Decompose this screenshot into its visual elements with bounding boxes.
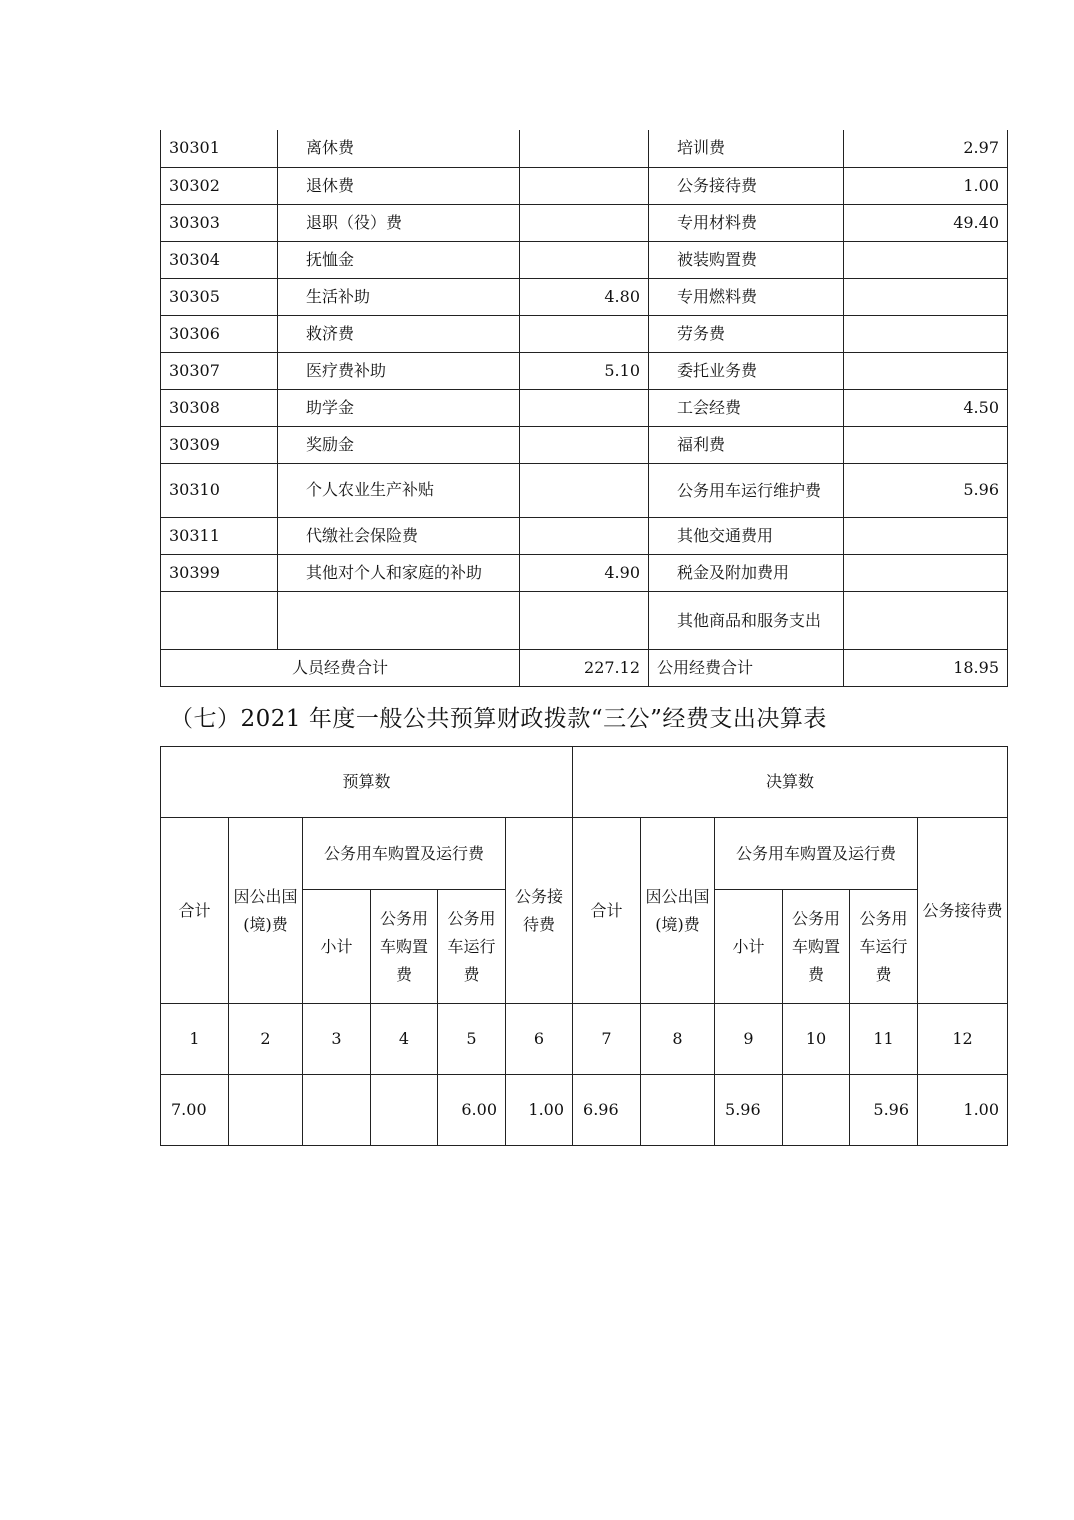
amount-cell: 4.80 bbox=[520, 278, 649, 315]
name-cell: 个人农业生产补贴 bbox=[278, 463, 520, 517]
column-number: 3 bbox=[303, 1004, 371, 1075]
abroad-header: 因公出国(境)费 bbox=[641, 818, 715, 1004]
value-cell bbox=[844, 554, 1008, 591]
amount-cell: 4.90 bbox=[520, 554, 649, 591]
three-public-expenses-table bbox=[160, 746, 1008, 1146]
code-cell bbox=[161, 591, 278, 649]
public-total-value: 18.95 bbox=[844, 649, 1008, 686]
column-number: 5 bbox=[438, 1004, 506, 1075]
car-run-header: 公务用车运行费 bbox=[850, 890, 918, 1004]
column-number: 6 bbox=[506, 1004, 573, 1075]
value-cell bbox=[783, 1075, 850, 1146]
basic-expenditure-table bbox=[160, 130, 1008, 687]
code-cell: 30307 bbox=[161, 352, 278, 389]
total-header: 合计 bbox=[161, 818, 229, 1004]
item-cell: 公务用车运行维护费 bbox=[649, 463, 844, 517]
value-cell: 2.97 bbox=[844, 130, 1008, 167]
code-cell: 30302 bbox=[161, 167, 278, 204]
amount-cell bbox=[520, 591, 649, 649]
amount-cell bbox=[520, 167, 649, 204]
budget-header: 预算数 bbox=[161, 747, 573, 818]
value-cell: 49.40 bbox=[844, 204, 1008, 241]
table-row bbox=[161, 426, 1008, 463]
code-cell: 30306 bbox=[161, 315, 278, 352]
public-total-label: 公用经费合计 bbox=[649, 649, 844, 686]
table-row bbox=[161, 315, 1008, 352]
personnel-total-label: 人员经费合计 bbox=[161, 649, 520, 686]
item-cell: 税金及附加费用 bbox=[649, 554, 844, 591]
item-cell: 劳务费 bbox=[649, 315, 844, 352]
name-cell: 离休费 bbox=[278, 130, 520, 167]
code-cell: 30303 bbox=[161, 204, 278, 241]
car-header: 公务用车购置及运行费 bbox=[715, 818, 918, 890]
personnel-total-value: 227.12 bbox=[520, 649, 649, 686]
column-number: 2 bbox=[229, 1004, 303, 1075]
item-cell: 专用燃料费 bbox=[649, 278, 844, 315]
table-row bbox=[161, 554, 1008, 591]
code-cell: 30309 bbox=[161, 426, 278, 463]
column-number: 11 bbox=[850, 1004, 918, 1075]
code-cell: 30311 bbox=[161, 517, 278, 554]
table-row bbox=[161, 278, 1008, 315]
table-row bbox=[161, 591, 1008, 649]
car-run-header: 公务用车运行费 bbox=[438, 890, 506, 1004]
table-row bbox=[161, 389, 1008, 426]
value-cell bbox=[303, 1075, 371, 1146]
code-cell: 30399 bbox=[161, 554, 278, 591]
column-number-row bbox=[161, 1004, 1008, 1075]
item-cell: 被装购置费 bbox=[649, 241, 844, 278]
name-cell: 代缴社会保险费 bbox=[278, 517, 520, 554]
value-cell bbox=[844, 426, 1008, 463]
total-header: 合计 bbox=[573, 818, 641, 1004]
value-cell bbox=[641, 1075, 715, 1146]
column-number: 12 bbox=[918, 1004, 1008, 1075]
table-row bbox=[161, 130, 1008, 167]
item-cell: 培训费 bbox=[649, 130, 844, 167]
code-cell: 30308 bbox=[161, 389, 278, 426]
value-cell bbox=[844, 517, 1008, 554]
item-cell: 其他商品和服务支出 bbox=[649, 591, 844, 649]
code-cell: 30305 bbox=[161, 278, 278, 315]
amount-cell bbox=[520, 517, 649, 554]
value-cell bbox=[844, 352, 1008, 389]
final-header: 决算数 bbox=[573, 747, 1008, 818]
amount-cell bbox=[520, 463, 649, 517]
name-cell: 生活补助 bbox=[278, 278, 520, 315]
car-header: 公务用车购置及运行费 bbox=[303, 818, 506, 890]
value-cell bbox=[844, 278, 1008, 315]
value-cell bbox=[844, 241, 1008, 278]
table-row bbox=[161, 517, 1008, 554]
value-cell: 6.96 bbox=[573, 1075, 641, 1146]
item-cell: 专用材料费 bbox=[649, 204, 844, 241]
name-cell bbox=[278, 591, 520, 649]
amount-cell bbox=[520, 389, 649, 426]
column-number: 8 bbox=[641, 1004, 715, 1075]
value-cell: 5.96 bbox=[715, 1075, 783, 1146]
car-buy-header: 公务用车购置费 bbox=[371, 890, 438, 1004]
code-cell: 30304 bbox=[161, 241, 278, 278]
table-row bbox=[161, 241, 1008, 278]
value-cell: 1.00 bbox=[506, 1075, 573, 1146]
amount-cell bbox=[520, 204, 649, 241]
subtotal-header: 小计 bbox=[303, 890, 371, 1004]
subtotal-header: 小计 bbox=[715, 890, 783, 1004]
code-cell: 30301 bbox=[161, 130, 278, 167]
reception-header: 公务接待费 bbox=[918, 818, 1008, 1004]
item-cell: 福利费 bbox=[649, 426, 844, 463]
table-row bbox=[161, 352, 1008, 389]
name-cell: 抚恤金 bbox=[278, 241, 520, 278]
value-cell bbox=[844, 591, 1008, 649]
abroad-header: 因公出国(境)费 bbox=[229, 818, 303, 1004]
value-cell bbox=[844, 315, 1008, 352]
value-row bbox=[161, 1075, 1008, 1146]
reception-header: 公务接待费 bbox=[506, 818, 573, 1004]
table-row bbox=[161, 167, 1008, 204]
code-cell: 30310 bbox=[161, 463, 278, 517]
amount-cell bbox=[520, 315, 649, 352]
amount-cell: 5.10 bbox=[520, 352, 649, 389]
value-cell: 7.00 bbox=[161, 1075, 229, 1146]
table-row bbox=[161, 463, 1008, 517]
amount-cell bbox=[520, 130, 649, 167]
name-cell: 退休费 bbox=[278, 167, 520, 204]
value-cell: 6.00 bbox=[438, 1075, 506, 1146]
car-buy-header: 公务用车购置费 bbox=[783, 890, 850, 1004]
name-cell: 退职（役）费 bbox=[278, 204, 520, 241]
name-cell: 奖励金 bbox=[278, 426, 520, 463]
column-number: 10 bbox=[783, 1004, 850, 1075]
item-cell: 工会经费 bbox=[649, 389, 844, 426]
item-cell: 其他交通费用 bbox=[649, 517, 844, 554]
column-number: 7 bbox=[573, 1004, 641, 1075]
name-cell: 医疗费补助 bbox=[278, 352, 520, 389]
value-cell: 4.50 bbox=[844, 389, 1008, 426]
column-number: 9 bbox=[715, 1004, 783, 1075]
column-number: 4 bbox=[371, 1004, 438, 1075]
amount-cell bbox=[520, 426, 649, 463]
value-cell: 5.96 bbox=[844, 463, 1008, 517]
value-cell bbox=[229, 1075, 303, 1146]
value-cell: 1.00 bbox=[918, 1075, 1008, 1146]
total-row bbox=[161, 649, 1008, 686]
name-cell: 救济费 bbox=[278, 315, 520, 352]
value-cell: 1.00 bbox=[844, 167, 1008, 204]
item-cell: 委托业务费 bbox=[649, 352, 844, 389]
item-cell: 公务接待费 bbox=[649, 167, 844, 204]
value-cell bbox=[371, 1075, 438, 1146]
section-title: （七）2021 年度一般公共预算财政拨款“三公”经费支出决算表 bbox=[170, 706, 827, 732]
name-cell: 其他对个人和家庭的补助 bbox=[278, 554, 520, 591]
column-number: 1 bbox=[161, 1004, 229, 1075]
table-row bbox=[161, 204, 1008, 241]
value-cell: 5.96 bbox=[850, 1075, 918, 1146]
amount-cell bbox=[520, 241, 649, 278]
name-cell: 助学金 bbox=[278, 389, 520, 426]
